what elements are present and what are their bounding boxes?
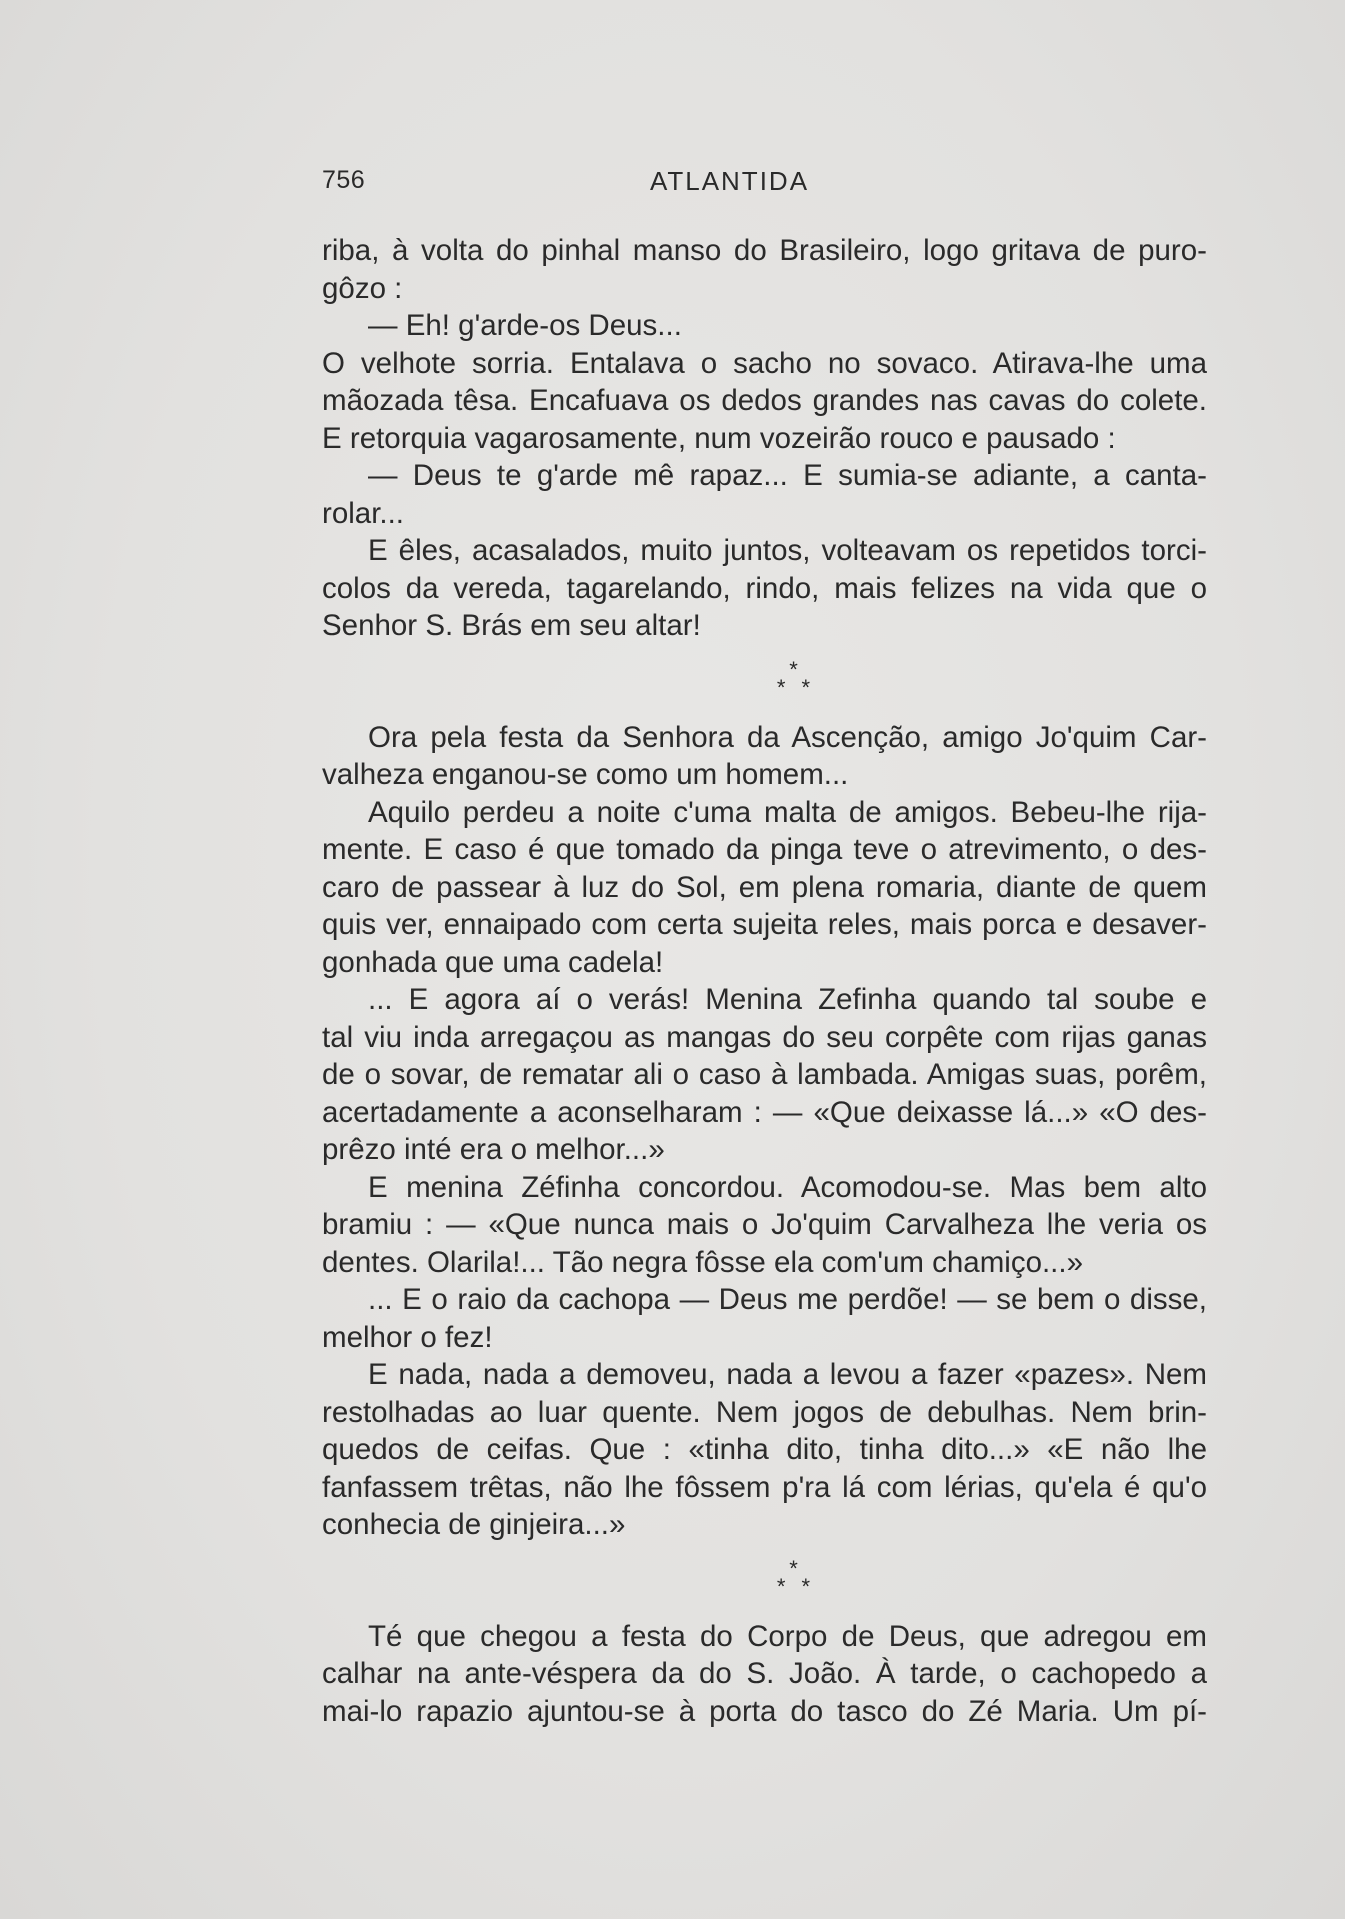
text-line: mente. E caso é que tomado da pinga teve o atrevimento, o des- <box>322 833 1207 866</box>
text-line: E retorquia vagarosamente, num vozeirão rouco e pausado : <box>322 421 1116 455</box>
text-line: E menina Zéfinha concordou. Acomodou-se. Mas bem alto <box>368 1170 1207 1204</box>
text-line: mai-lo rapazio ajuntou-se à porta do tasco do Zé Maria. Um pí- <box>322 1694 1207 1728</box>
text-line: ... E o raio da cachopa — Deus me perdõe! — se bem o disse, <box>368 1283 1207 1316</box>
text-line: calhar na ante-véspera da do S. João. À tarde, o cachopedo a <box>322 1657 1207 1690</box>
text-line: quis ver, ennaipado com certa sujeita reles, mais porca e desaver- <box>322 908 1207 941</box>
text-line: bramiu : — «Que nunca mais o Jo'quim Carvalheza lhe veria os <box>322 1208 1207 1241</box>
section-asterism <box>322 645 1207 719</box>
running-title: ATLANTIDA <box>649 166 810 196</box>
text-line: — Deus te g'arde mê rapaz... E sumia-se adiante, a canta- <box>368 459 1207 492</box>
text-line: restolhadas ao luar quente. Nem jogos de debulhas. Nem brin- <box>322 1395 1207 1429</box>
text-line: Ora pela festa da Senhora da Ascenção, amigo Jo'quim Car- <box>368 720 1207 754</box>
text-line: colos da vereda, tagarelando, rindo, mais felizes na vida que o <box>322 571 1207 605</box>
text-line: mãozada têsa. Encafuava os dedos grandes nas cavas do colete. <box>322 384 1207 417</box>
asterism-top: * <box>789 656 800 682</box>
text-line: gonhada que uma cadela! <box>322 945 664 979</box>
text-line: Senhor S. Brás em seu altar! <box>322 609 701 642</box>
asterism-top: * <box>789 1555 800 1581</box>
text-line: tal viu inda arregaçou as mangas do seu corpête com rijas ganas <box>322 1020 1207 1054</box>
text-line: fanfassem trêtas, não lhe fôssem p'ra lá com lérias, qu'ela é qu'o <box>322 1470 1207 1504</box>
text-line: riba, à volta do pinhal manso do Brasileiro, logo gritava de puro- <box>322 234 1207 267</box>
text-line: acertadamente a aconselharam : — «Que deixasse lá...» «O des- <box>322 1095 1207 1129</box>
text-line: dentes. Olarila!... Tão negra fôsse ela com'um chamiço...» <box>322 1245 1083 1279</box>
text-line: E êles, acasalados, muito juntos, volteavam os repetidos torci- <box>368 534 1207 567</box>
text-line: Té que chegou a festa do Corpo de Deus, que adregou em <box>368 1619 1207 1653</box>
asterism-bottom: * * <box>776 674 813 700</box>
page-number: 756 <box>322 166 366 194</box>
text-line: gôzo : <box>322 271 403 305</box>
section-asterism <box>322 1544 1207 1618</box>
asterism-bottom: * * <box>776 1573 813 1599</box>
text-line: conhecia de ginjeira...» <box>322 1508 626 1541</box>
text-line: Aquilo perdeu a noite c'uma malta de amigos. Bebeu-lhe rija- <box>368 795 1207 829</box>
text-line: caro de passear à luz do Sol, em plena romaria, diante de quem <box>322 870 1207 904</box>
body-text <box>322 232 1207 1730</box>
text-line: O velhote sorria. Entalava o sacho no sovaco. Atirava-lhe uma <box>322 346 1207 380</box>
text-line: E nada, nada a demoveu, nada a levou a fazer «pazes». Nem <box>368 1358 1207 1391</box>
text-line: de o sovar, de rematar ali o caso à lambada. Amigas suas, porêm, <box>322 1058 1207 1091</box>
text-line: valheza enganou-se como um homem... <box>322 758 849 791</box>
text-line: ... E agora aí o verás! Menina Zefinha quando tal soube e <box>368 983 1207 1016</box>
text-line: — Eh! g'arde-os Deus... <box>368 309 682 342</box>
text-line: quedos de ceifas. Que : «tinha dito, tinha dito...» «E não lhe <box>322 1433 1207 1466</box>
text-line: prêzo inté era o melhor...» <box>322 1133 665 1166</box>
text-line: melhor o fez! <box>322 1320 493 1354</box>
text-line: rolar... <box>322 496 404 530</box>
page-header <box>322 166 1207 206</box>
